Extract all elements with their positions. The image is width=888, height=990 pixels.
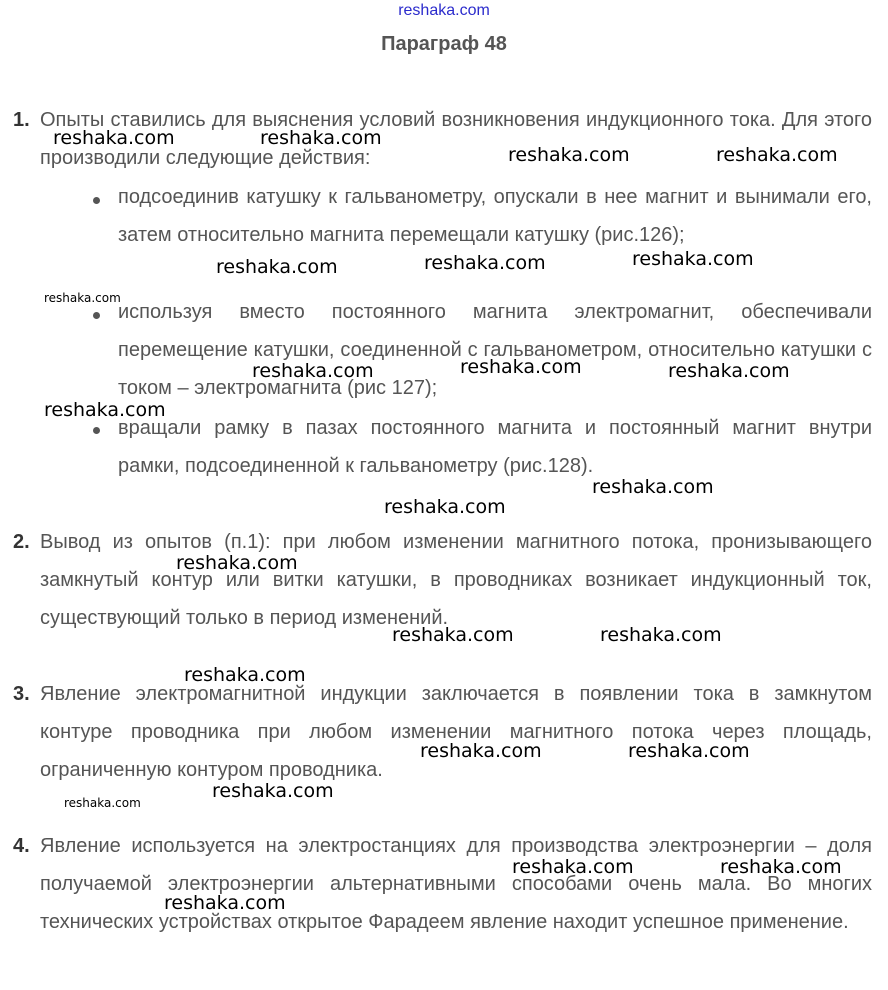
watermark: reshaka.com — [632, 248, 754, 270]
watermark: reshaka.com — [592, 476, 714, 498]
item-number-4: 4. — [13, 835, 30, 857]
bullet-text-2: используя вместо постоянного магнита электромагнит, обеспечивали перемещение катушки, соединенной с гальванометром, относительно катушки с током – электромагнита (рис 127); — [118, 301, 872, 399]
watermark: reshaka.com — [44, 399, 166, 421]
item-number-1: 1. — [13, 109, 30, 131]
item-text-2: Вывод из опытов (п.1): при любом изменении магнитного потока, пронизывающего замкнутый контур или витки катушки, в проводниках возникает индукционный ток, существующий только в период изменений. — [40, 531, 872, 629]
item-number-3: 3. — [13, 683, 30, 705]
watermark: reshaka.com — [176, 552, 298, 574]
watermark: reshaka.com — [252, 360, 374, 382]
watermark: reshaka.com — [184, 664, 306, 686]
watermark: reshaka.com — [420, 740, 542, 762]
bullet-text-1: подсоединив катушку к гальванометру, опускали в нее магнит и вынимали его, затем относительно магнита перемещали катушку (рис.126); — [118, 186, 872, 246]
watermark: reshaka.com — [424, 252, 546, 274]
bullet-text-3: вращали рамку в пазах постоянного магнита и постоянный магнит внутри рамки, подсоединенной к гальванометру (рис.128). — [118, 417, 872, 477]
watermark: reshaka.com — [164, 892, 286, 914]
watermark: reshaka.com — [716, 144, 838, 166]
bullet-dot-2 — [93, 312, 100, 319]
page-title: Параграф 48 — [381, 33, 507, 55]
watermark: reshaka.com — [508, 144, 630, 166]
bullet-dot-1 — [93, 197, 100, 204]
watermark: reshaka.com — [600, 624, 722, 646]
item-text-3: Явление электромагнитной индукции заключается в появлении тока в замкнутом контуре проводника при любом изменении магнитного потока через площадь, ограниченную контуром проводника. — [40, 683, 872, 781]
item-text-1: Опыты ставились для выяснения условий возникновения индукционного тока. Для этого производили следующие действия: — [40, 109, 872, 169]
watermark: reshaka.com — [216, 256, 338, 278]
watermark: reshaka.com — [212, 780, 334, 802]
watermark: reshaka.com — [44, 291, 121, 305]
watermark: reshaka.com — [668, 360, 790, 382]
bullet-dot-3 — [93, 427, 100, 434]
watermark: reshaka.com — [720, 856, 842, 878]
site-link[interactable]: reshaka.com — [398, 2, 490, 19]
watermark: reshaka.com — [392, 624, 514, 646]
watermark: reshaka.com — [53, 127, 175, 149]
item-number-2: 2. — [13, 531, 30, 553]
watermark: reshaka.com — [260, 127, 382, 149]
watermark: reshaka.com — [512, 856, 634, 878]
watermark: reshaka.com — [460, 356, 582, 378]
watermark: reshaka.com — [64, 796, 141, 810]
item-text-4: Явление используется на электростанциях для производства электроэнергии – доля получаемой электроэнергии альтернативными способами очень мала. Во многих технических устройствах открытое Фарадеем явление находит успешное применение. — [40, 835, 872, 933]
watermark: reshaka.com — [384, 496, 506, 518]
watermark: reshaka.com — [628, 740, 750, 762]
